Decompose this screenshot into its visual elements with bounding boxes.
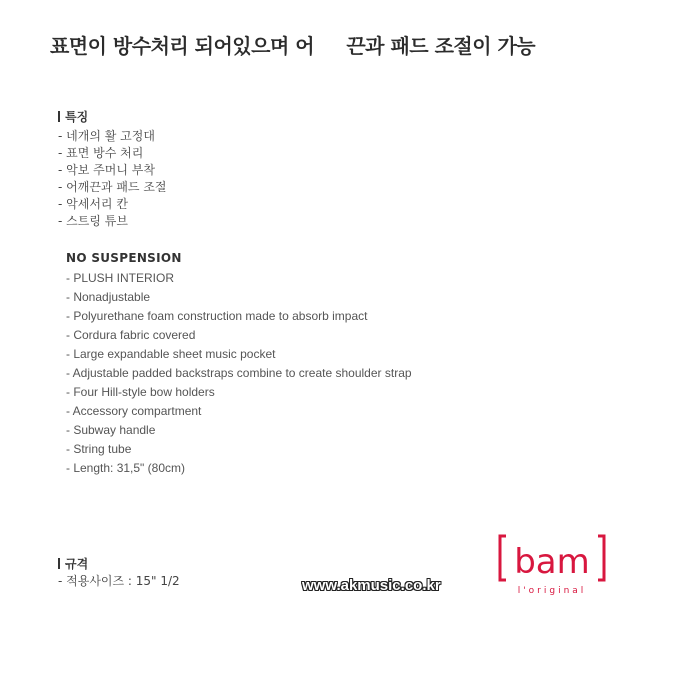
- section-marker: [58, 111, 60, 122]
- features-section-title: [58, 108, 88, 125]
- detail-item: - Polyurethane foam construction made to absorb impact: [66, 309, 368, 323]
- detail-item: - PLUSH INTERIOR: [66, 271, 175, 285]
- spec-item: - 적용사이즈 : 15" 1/2: [58, 574, 180, 588]
- detail-item: - Accessory compartment: [66, 404, 202, 418]
- feature-item: - 악세서리 칸: [58, 197, 128, 211]
- detail-item: - Subway handle: [66, 423, 156, 437]
- logo-left-bracket: [500, 536, 506, 580]
- features-title-label: 특징: [65, 110, 89, 124]
- feature-item: - 네개의 활 고정대: [58, 129, 155, 143]
- logo-brand-text: bam: [514, 542, 590, 582]
- detail-item: - Four Hill-style bow holders: [66, 385, 215, 399]
- features-list: [58, 128, 167, 230]
- specs-list: [58, 573, 180, 590]
- feature-item: - 어깨끈과 패드 조절: [58, 180, 167, 194]
- specs-section-title: [58, 555, 88, 572]
- details-list: [66, 269, 412, 478]
- logo-tagline-text: l'original: [517, 586, 587, 596]
- details-heading: NO SUSPENSION: [66, 251, 182, 265]
- detail-item: - Large expandable sheet music pocket: [66, 347, 276, 361]
- bam-logo: [498, 530, 608, 596]
- product-headline: 표면이 방수처리 되어있으며 어 끈과 패드 조절이 가능: [50, 34, 536, 58]
- feature-item: - 표면 방수 처리: [58, 146, 144, 160]
- section-marker: [58, 558, 60, 569]
- feature-item: - 스트링 튜브: [58, 214, 128, 228]
- site-watermark: www.akmusic.co.kr: [302, 577, 441, 594]
- logo-right-bracket: [598, 536, 604, 580]
- detail-item: - Nonadjustable: [66, 290, 151, 304]
- specs-title-label: 규격: [65, 557, 89, 571]
- feature-item: - 악보 주머니 부착: [58, 163, 155, 177]
- detail-item: - Adjustable padded backstraps combine to create shoulder strap: [66, 366, 412, 380]
- detail-item: - Cordura fabric covered: [66, 328, 196, 342]
- detail-item: - Length: 31,5" (80cm): [66, 461, 185, 475]
- detail-item: - String tube: [66, 442, 132, 456]
